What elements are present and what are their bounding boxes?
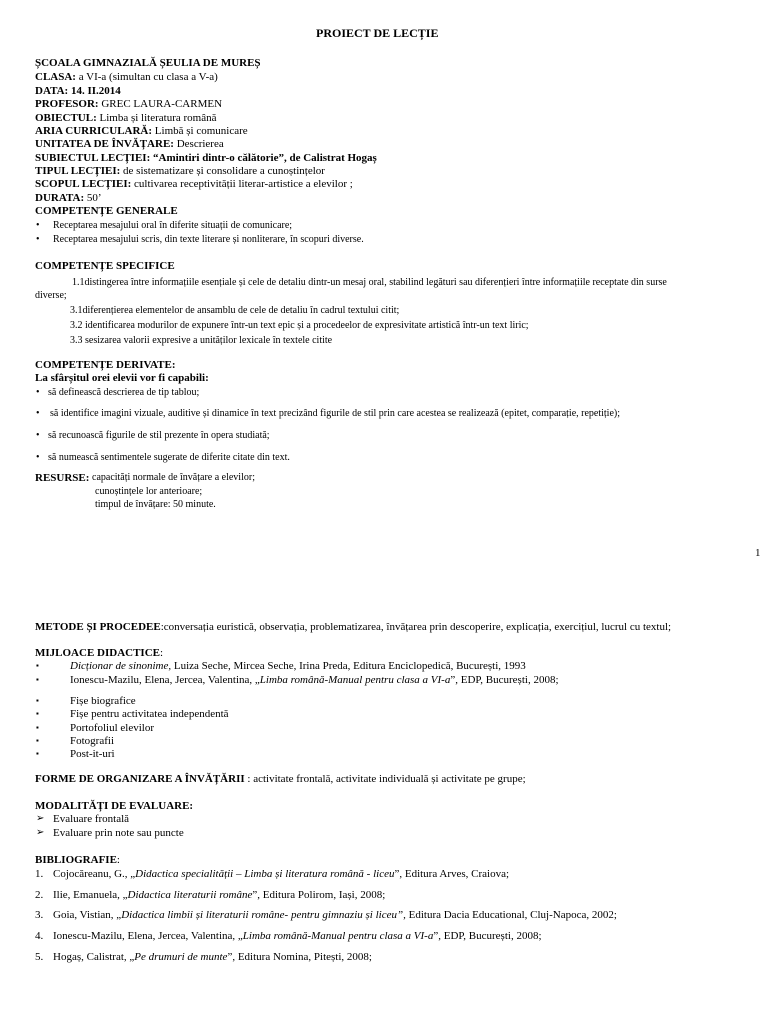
bullet-icon: •: [36, 430, 40, 441]
square-bullet-icon: ▪: [36, 709, 39, 718]
mijloc-item: Post-it-uri: [70, 748, 115, 760]
competenta-derivata-item: să numească sentimentele sugerate de diferite citate din text.: [48, 452, 290, 463]
bibliografie-item: Cojocăreanu, G., „Didactica specialității – Limba și literatura română - liceu”, Editura Arves, Craiova;: [53, 868, 510, 880]
evaluare-heading: MODALITĂȚI DE EVALUARE:: [35, 800, 194, 812]
resurse-line: cunoștințele lor anterioare;: [95, 486, 203, 497]
field-scopul: SCOPUL LECȚIEI: cultivarea receptivității literar-artistice a elevilor ;: [35, 178, 353, 190]
competenta-generala-item: Receptarea mesajului scris, din texte literare și nonliterare, în scopuri diverse.: [53, 234, 364, 245]
list-number: 4.: [35, 930, 44, 942]
square-bullet-icon: ▪: [36, 661, 39, 670]
list-number: 1.: [35, 868, 44, 880]
bullet-icon: •: [36, 408, 40, 419]
bullet-icon: •: [36, 234, 40, 245]
competenta-derivata-item: să definească descrierea de tip tablou;: [48, 387, 200, 398]
square-bullet-icon: ▪: [36, 749, 39, 758]
field-obiectul: OBIECTUL: Limba și literatura română: [35, 112, 217, 124]
mijloc-item: Fișe pentru activitatea independentă: [70, 708, 229, 720]
page-title: PROIECT DE LECȚIE: [316, 26, 439, 40]
list-number: 3.: [35, 909, 44, 921]
competenta-specifica-item-cont: diverse;: [35, 290, 67, 301]
arrow-bullet-icon: ➢: [36, 813, 45, 824]
resurse-line: capacități normale de învățare a elevilor;: [92, 472, 255, 483]
competente-specifice-heading: COMPETENȚE SPECIFICE: [35, 260, 175, 272]
bullet-icon: •: [36, 387, 40, 398]
bibliografie-heading: BIBLIOGRAFIE:: [35, 854, 120, 866]
evaluare-item: Evaluare prin note sau puncte: [53, 827, 184, 839]
resurse-line: timpul de învățare: 50 minute.: [95, 499, 216, 510]
page-number: 1: [755, 547, 761, 559]
field-subiectul: SUBIECTUL LECȚIEI: “Amintiri dintr-o călătorie”, de Calistrat Hogaș: [35, 152, 377, 164]
metode-si-procedee: METODE ȘI PROCEDEE:conversația euristică, observația, problematizarea, învățarea prin descoperire, explicația, exercițiul, lucrul cu textul;: [35, 621, 672, 633]
list-number: 2.: [35, 889, 44, 901]
arrow-bullet-icon: ➢: [36, 827, 45, 838]
square-bullet-icon: ▪: [36, 723, 39, 732]
bibliografie-item: Goia, Vistian, „Didactica limbii și literaturii române- pentru gimnaziu și liceu”, Editura Dacia Educational, Cluj-Napoca, 2002;: [53, 909, 617, 921]
competente-derivate-subheading: La sfârșitul orei elevii vor fi capabili:: [35, 372, 209, 384]
mijloc-item: Fișe biografice: [70, 695, 136, 707]
evaluare-item: Evaluare frontală: [53, 813, 130, 825]
bullet-icon: •: [36, 220, 40, 231]
list-number: 5.: [35, 951, 44, 963]
competente-generale-heading: COMPETENȚE GENERALE: [35, 205, 178, 217]
competenta-specifica-item: 3.1diferențierea elementelor de ansamblu de cele de detaliu în cadrul textului citit;: [70, 305, 400, 316]
competenta-specifica-item: 3.2 identificarea modurilor de expunere într-un text epic și a procedeelor de expresivitate artistică într-un text liric;: [70, 320, 529, 331]
competenta-derivata-item: să recunoască figurile de stil prezente în opera studiată;: [48, 430, 270, 441]
mijloc-item: Fotografii: [70, 735, 114, 747]
forme-organizare: FORME DE ORGANIZARE A ÎNVĂȚĂRII : activitate frontală, activitate individuală și activitate pe grupe;: [35, 773, 526, 785]
resurse-label: RESURSE:: [35, 472, 90, 484]
bibliografie-item: Ilie, Emanuela, „Didactica literaturii române”, Editura Polirom, Iași, 2008;: [53, 889, 386, 901]
mijloc-item: Dicționar de sinonime, Luiza Seche, Mircea Seche, Irina Preda, Editura Enciclopedică, București, 1993: [70, 660, 526, 672]
field-clasa: CLASA: a VI-a (simultan cu clasa a V-a): [35, 71, 218, 83]
field-unitatea: UNITATEA DE ÎNVĂȚARE: Descrierea: [35, 138, 224, 150]
competenta-derivata-item: să identifice imagini vizuale, auditive și dinamice în text precizând figurile de stil prin care acestea se realizează (epitet, comparație, repetiție);: [50, 408, 621, 419]
mijloace-didactice-heading: MIJLOACE DIDACTICE:: [35, 647, 164, 659]
school-name: ȘCOALA GIMNAZIALĂ ȘEULIA DE MUREȘ: [35, 57, 261, 69]
field-profesor: PROFESOR: GREC LAURA-CARMEN: [35, 98, 223, 110]
square-bullet-icon: ▪: [36, 696, 39, 705]
field-tipul: TIPUL LECȚIEI: de sistematizare și consolidare a cunoștințelor: [35, 165, 325, 177]
square-bullet-icon: ▪: [36, 736, 39, 745]
competenta-generala-item: Receptarea mesajului oral în diferite situații de comunicare;: [53, 220, 293, 231]
bullet-icon: •: [36, 452, 40, 463]
competenta-specifica-item: 1.1distingerea între informațiile esențiale și cele de detaliu dintr-un mesaj oral, stabilind legături sau diferențieri între informațiile receptate din surse: [72, 277, 667, 288]
field-durata: DURATA: 50’: [35, 192, 102, 204]
square-bullet-icon: ▪: [36, 675, 39, 684]
mijloc-item: Ionescu-Mazilu, Elena, Jercea, Valentina, „Limba română-Manual pentru clasa a VI-a”, EDP, București, 2008;: [70, 674, 559, 686]
field-aria: ARIA CURRICULARĂ: Limbă și comunicare: [35, 125, 248, 137]
mijloc-item: Portofoliul elevilor: [70, 722, 155, 734]
field-data: DATA: 14. II.2014: [35, 85, 121, 97]
competenta-specifica-item: 3.3 sesizarea valorii expresive a unităților lexicale în textele citite: [70, 335, 333, 346]
competente-derivate-heading: COMPETENȚE DERIVATE:: [35, 359, 176, 371]
bibliografie-item: Ionescu-Mazilu, Elena, Jercea, Valentina, „Limba română-Manual pentru clasa a VI-a”, EDP, București, 2008;: [53, 930, 542, 942]
bibliografie-item: Hogaș, Calistrat, „Pe drumuri de munte”, Editura Nomina, Pitești, 2008;: [53, 951, 372, 963]
